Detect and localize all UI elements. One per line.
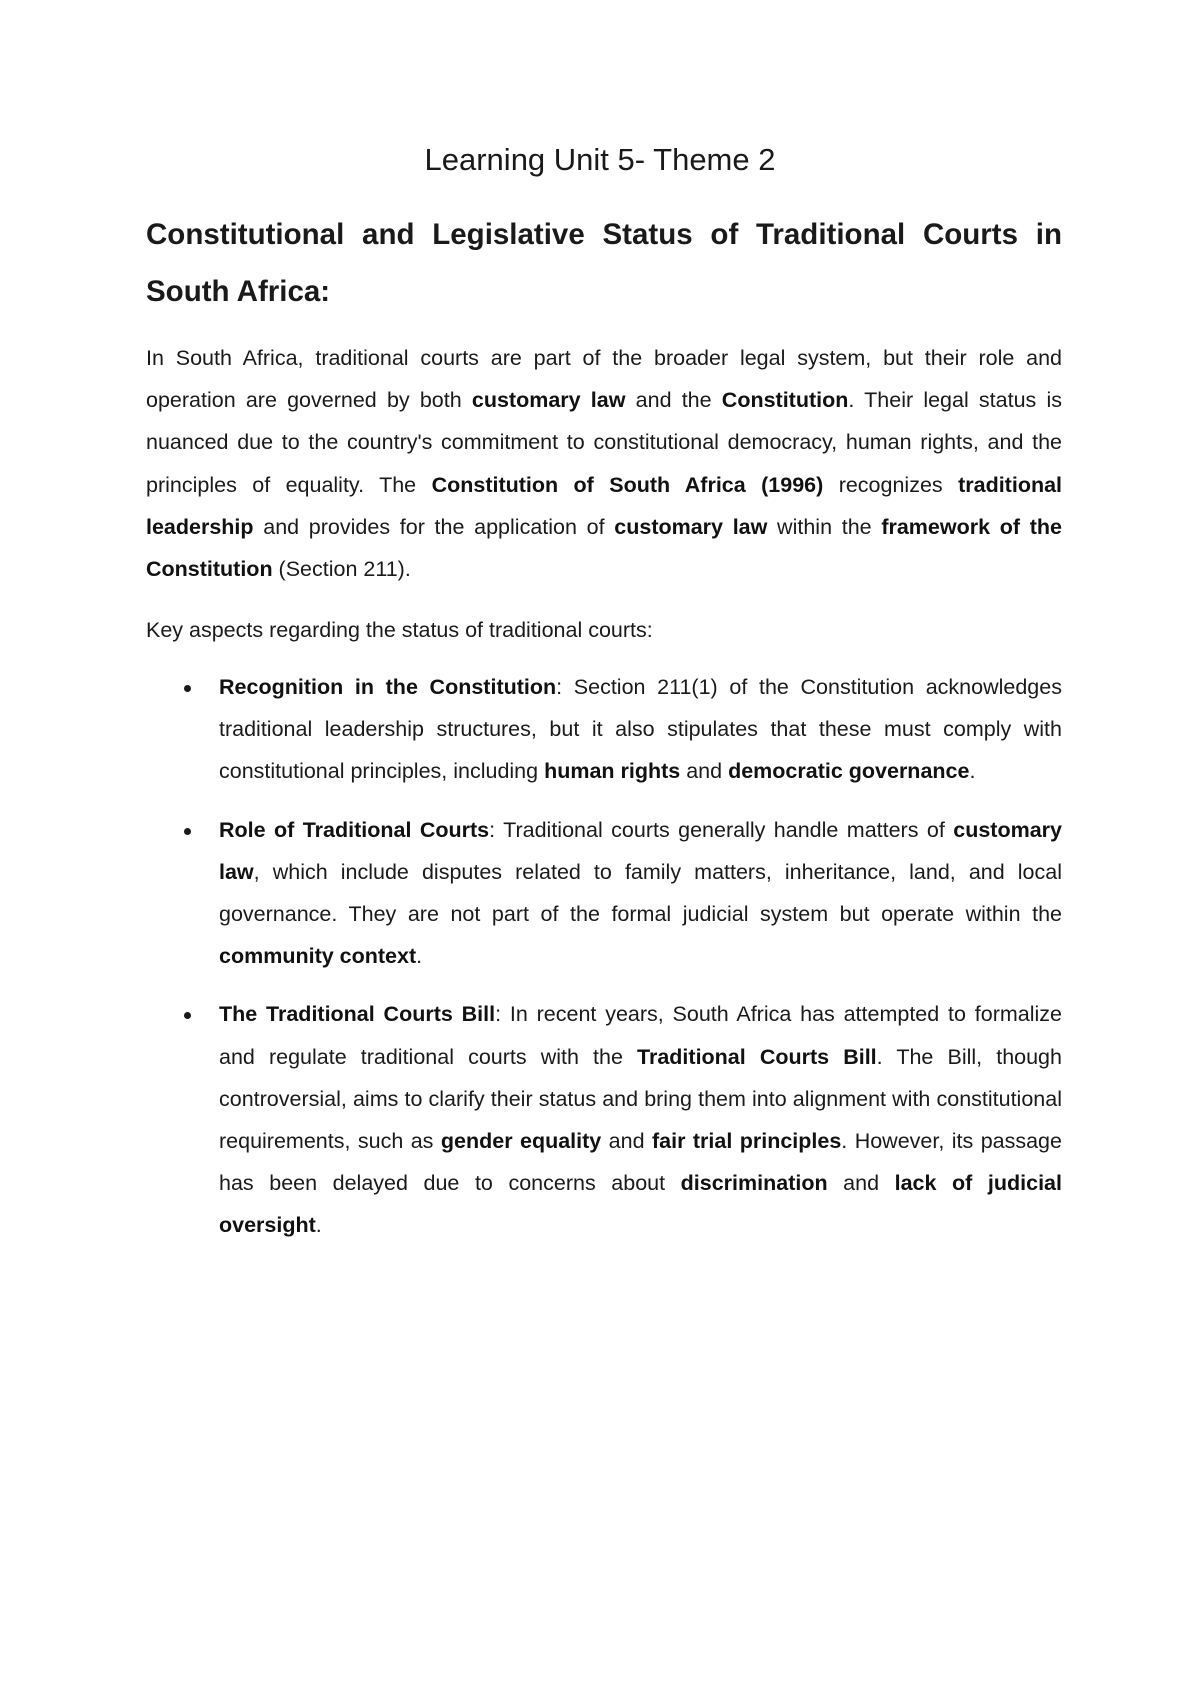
intro-bold-term: customary law [471,388,626,413]
bullet-bold-term: Traditional Courts Bill [637,1044,877,1069]
intro-text: and provides for the application of [253,514,615,539]
bullet-text: and [601,1129,652,1154]
bullet-text: . The Bill, though controversial, aims to clarify their status and bring them into alignment with constitutional requirements, such as [219,1044,1062,1154]
bullet-list [146,666,1062,1263]
bullet-dot-icon [184,1012,191,1019]
bullet-text: and [827,1171,895,1196]
intro-text: within the [767,514,882,539]
bullet-bold-term: fair trial principles [651,1129,842,1154]
intro-bold-term: traditional leadership [146,472,1063,539]
bullet-bold-term: Role of Traditional Courts [219,817,490,842]
intro-paragraph [146,337,1062,590]
bullet-text: : In recent years, South Africa has attempted to formalize and regulate traditional courts with the [219,1002,1062,1069]
intro-bold-term: Constitution [721,388,849,413]
page-title: Constitutional and Legislative Status of Traditional Courts in South Africa: [146,218,1062,308]
intro-bold-term: Constitution of South Africa (1996) [431,472,824,497]
bullet-dot-icon [184,685,191,692]
list-item [146,809,1062,978]
bullet-bold-term: human rights [544,759,681,784]
bullet-text: . [315,1213,322,1238]
bullet-text: : Section 211(1) of the Constitution acknowledges traditional leadership structures, but it also stipulates that these must comply with constitutional principles, including [219,675,1062,784]
list-item [146,993,1062,1246]
bullet-text: . However, its passage has been delayed due to concerns about [219,1129,1062,1196]
bullet-text: , which include disputes related to family matters, inheritance, land, and local governance. They are not part of the formal judicial system but operate within the [219,859,1062,927]
intro-text: and the [625,388,722,413]
intro-text: recognizes [823,472,959,497]
bullet-bold-term: The Traditional Courts Bill [219,1002,496,1027]
intro-text: In South Africa, traditional courts are part of the broader legal system, but their role and operation are governed by both [146,346,1062,413]
bullet-text: . [969,759,976,784]
bullet-bold-term: discrimination [680,1171,828,1196]
bullet-bold-term: gender equality [440,1129,602,1154]
bullet-bold-term: customary law [219,817,1062,884]
intro-text: . Their legal status is nuanced due to the country's commitment to constitutional democracy, human rights, and the principles of equality. The [146,388,1063,497]
intro-text: (Section 211). [272,557,411,582]
key-aspects-label: Key aspects regarding the status of traditional courts: [146,618,653,642]
bullet-text: . [416,944,423,969]
bullet-bold-term: Recognition in the Constitution [219,675,557,699]
bullet-bold-term: lack of judicial oversight [219,1171,1062,1238]
list-item [146,666,1062,793]
unit-title: Learning Unit 5- Theme 2 [424,142,776,177]
bullet-text: : Traditional courts generally handle matters of [489,817,954,842]
intro-bold-term: customary law [614,514,768,539]
bullet-dot-icon [184,828,191,835]
bullet-text: and [680,759,729,784]
bullet-bold-term: democratic governance [728,759,970,784]
bullet-bold-term: community context [219,944,417,969]
intro-bold-term: framework of the Constitution [146,514,1062,582]
